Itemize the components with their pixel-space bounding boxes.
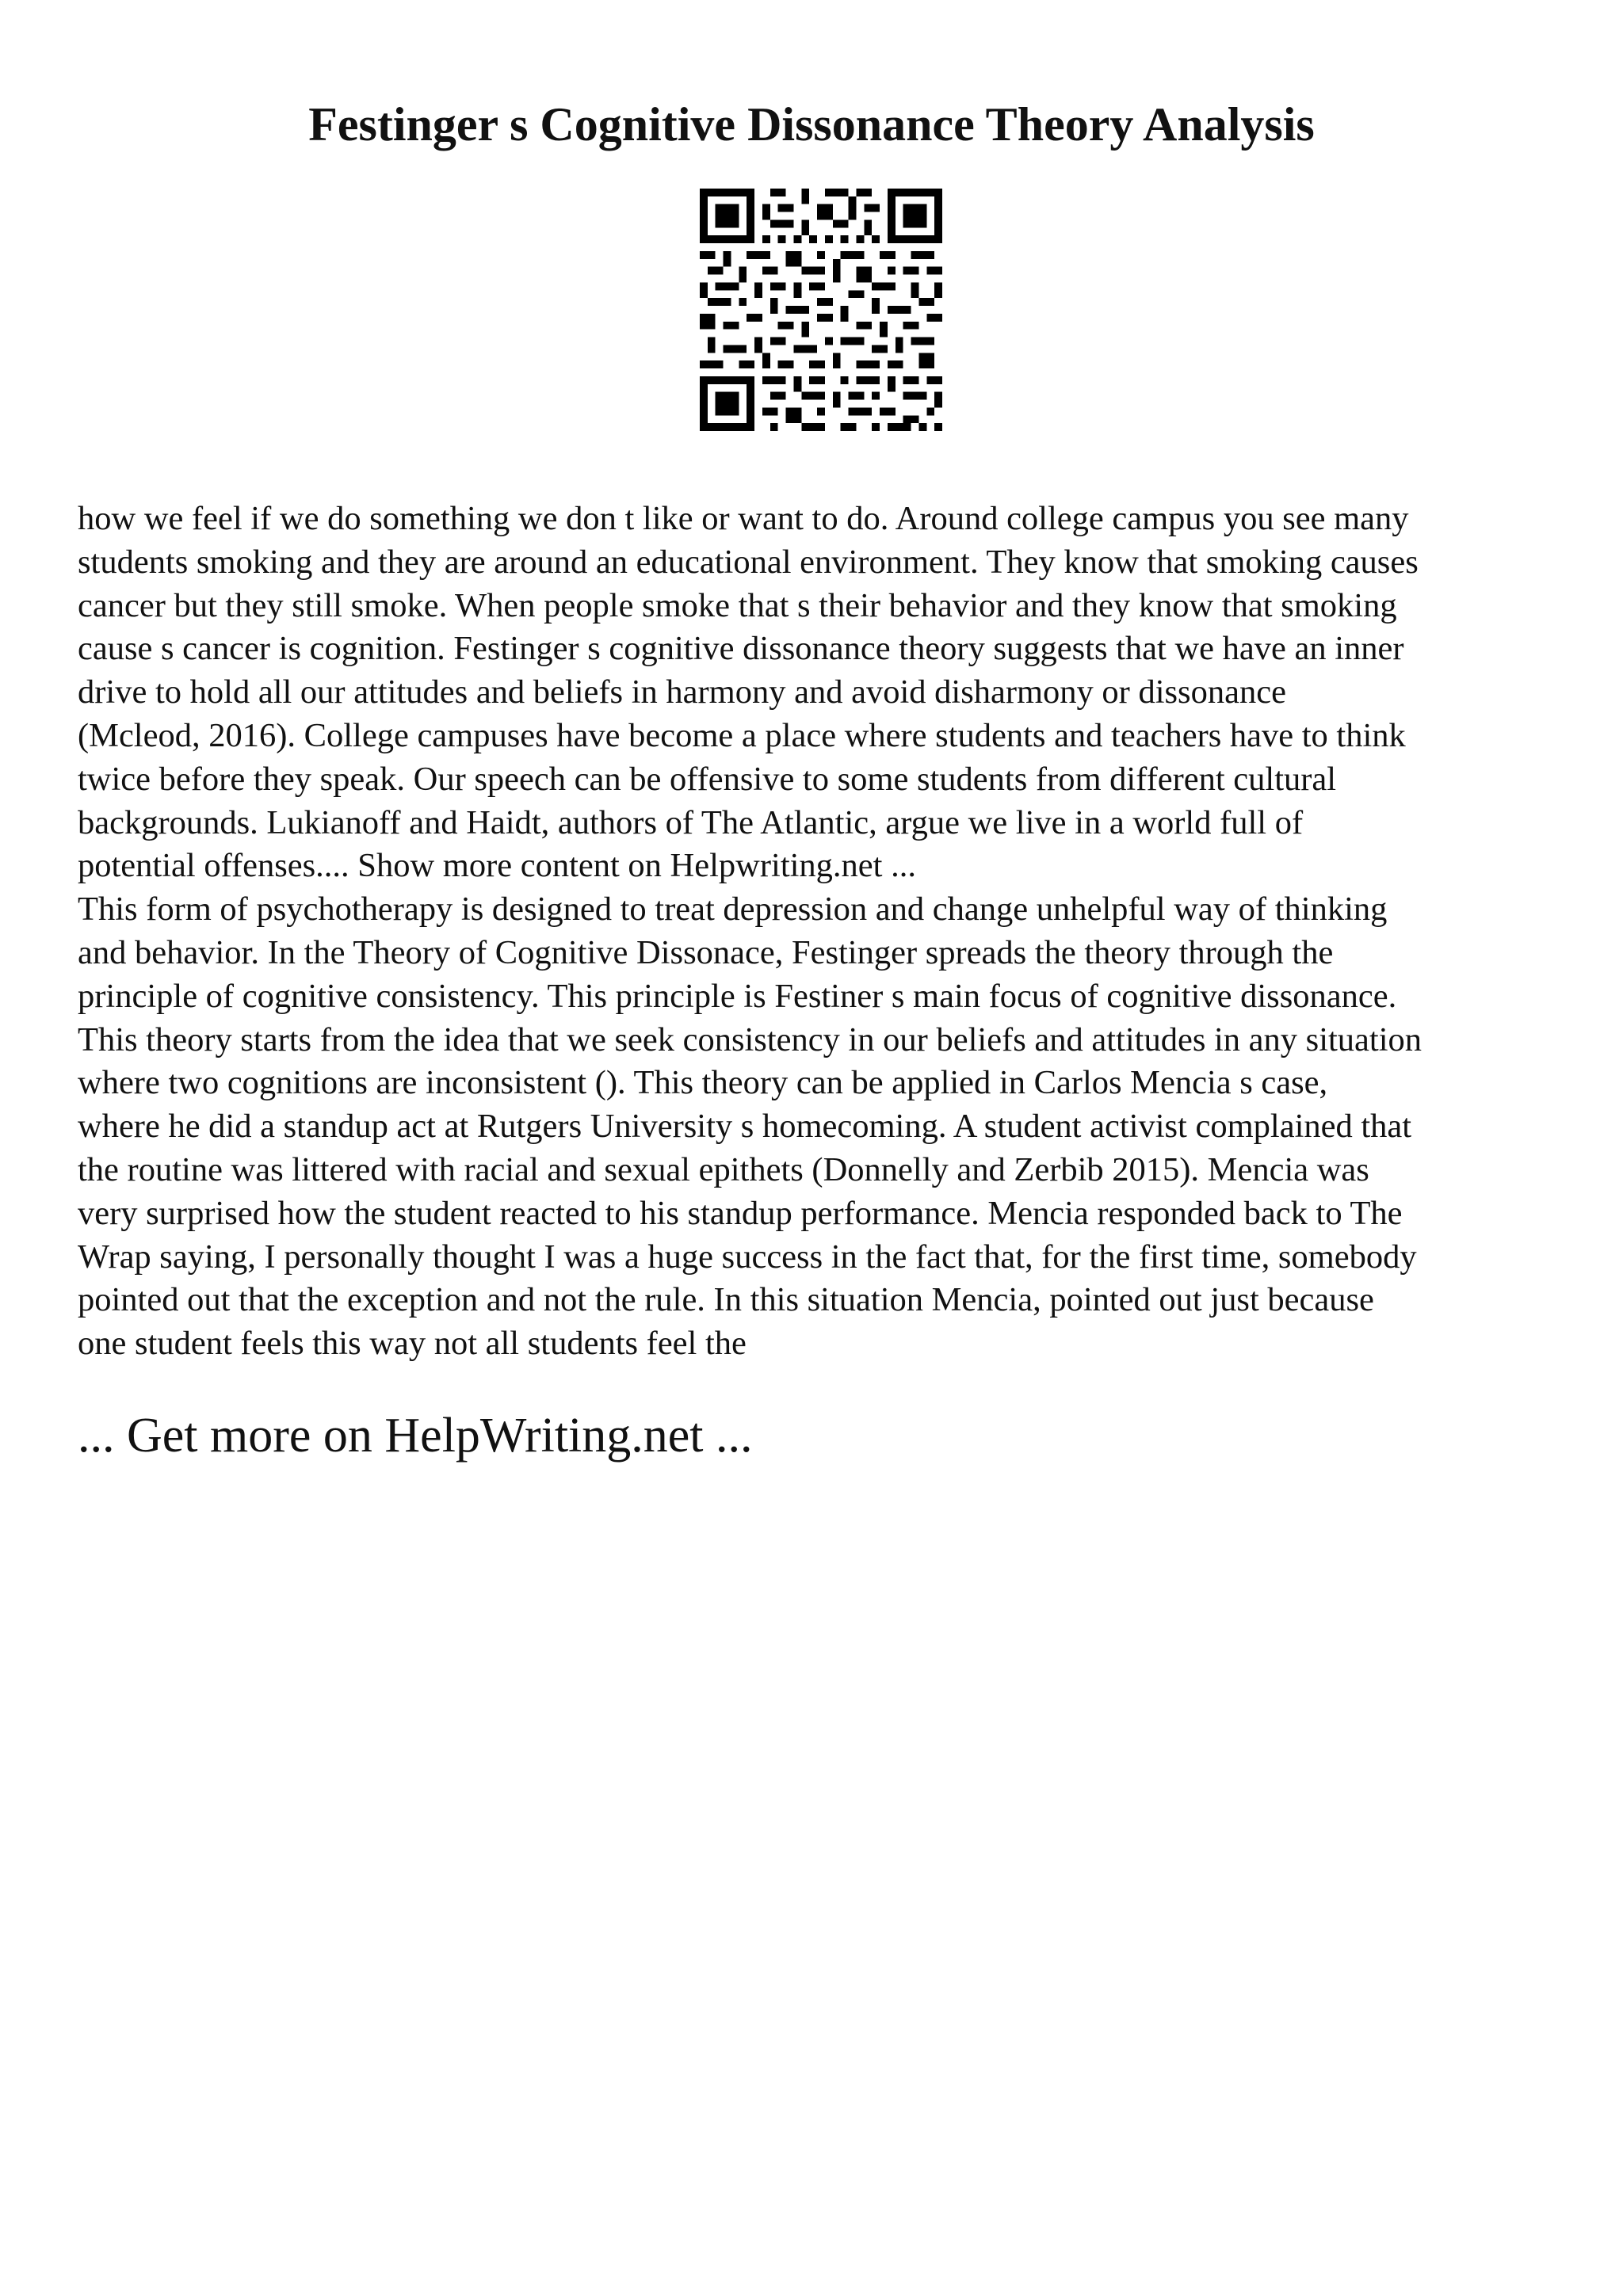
- text-line: where he did a standup act at Rutgers University s homecoming. A student activist complained that: [78, 1108, 1412, 1146]
- text-line: the routine was littered with racial and sexual epithets (Donnelly and Zerbib 2015). Mencia was: [78, 1150, 1369, 1188]
- text-line: pointed out that the exception and not the rule. In this situation Mencia, pointed out just because: [78, 1281, 1374, 1319]
- text-line: very surprised how the student reacted to his standup performance. Mencia responded back to The: [78, 1194, 1403, 1232]
- text-line: students smoking and they are around an educational environment. They know that smoking causes: [78, 543, 1419, 581]
- text-line: how we feel if we do something we don t like or want to do. Around college campus you see many: [78, 500, 1409, 537]
- get-more-link[interactable]: ... Get more on HelpWriting.net ...: [78, 1409, 753, 1463]
- page-title: Festinger s Cognitive Dissonance Theory Analysis: [308, 98, 1315, 151]
- text-line: twice before they speak. Our speech can be offensive to some students from different cultural: [78, 760, 1337, 798]
- text-line: This form of psychotherapy is designed to treat depression and change unhelpful way of thinking: [78, 891, 1388, 929]
- text-line: cause s cancer is cognition. Festinger s cognitive dissonance theory suggests that we have an inner: [78, 630, 1404, 668]
- show-more-line[interactable]: potential offenses.... Show more content on Helpwriting.net ...: [78, 847, 916, 885]
- text-line: where two cognitions are inconsistent (). This theory can be applied in Carlos Mencia s case,: [78, 1064, 1328, 1102]
- text-line: (Mcleod, 2016). College campuses have become a place where students and teachers have to think: [78, 716, 1406, 754]
- text-line: This theory starts from the idea that we seek consistency in our beliefs and attitudes in any situation: [78, 1020, 1423, 1058]
- text-line: principle of cognitive consistency. This principle is Festiner s main focus of cognitive dissonance.: [78, 977, 1397, 1015]
- paragraph: [78, 498, 1560, 888]
- text-line: one student feels this way not all students feel the: [78, 1325, 747, 1363]
- qr-code-icon[interactable]: [700, 189, 942, 431]
- text-line: backgrounds. Lukianoff and Haidt, authors of The Atlantic, argue we live in a world full of: [78, 803, 1304, 841]
- text-line: Wrap saying, I personally thought I was a huge success in the fact that, for the first time, somebody: [78, 1238, 1417, 1276]
- text-line: cancer but they still smoke. When people smoke that s their behavior and they know that smoking: [78, 586, 1397, 624]
- body-text: [78, 498, 1560, 1366]
- text-line: and behavior. In the Theory of Cognitive Dissonace, Festinger spreads the theory through the: [78, 933, 1334, 971]
- text-line: drive to hold all our attitudes and beliefs in harmony and avoid disharmony or dissonance: [78, 673, 1286, 711]
- paragraph: [78, 888, 1560, 1366]
